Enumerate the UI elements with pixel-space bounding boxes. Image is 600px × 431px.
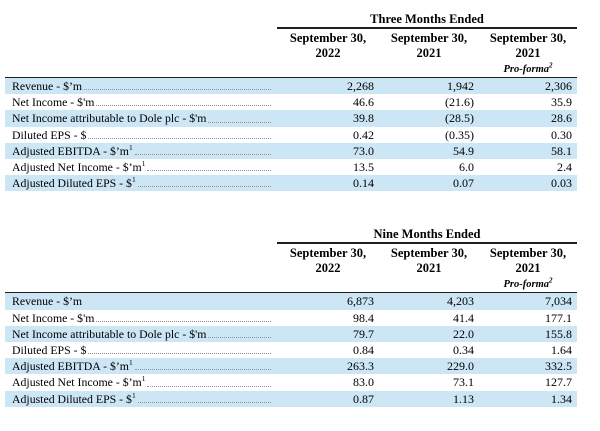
value-cell: 46.6 [353,95,374,110]
value-cell: 1.13 [453,391,474,406]
table-row [5,175,577,191]
column-header [379,28,479,78]
column-header-row [5,28,577,78]
financial-table [5,12,577,191]
row-label-text: Adjusted EBITDA - $’m [12,359,129,374]
period-title-row [5,227,577,243]
proforma-note [503,276,553,291]
value-cell: 6.0 [459,160,474,175]
row-label-text: Adjusted EBITDA - $’m [12,143,129,158]
dotted-leader [208,326,271,338]
row-label-cell [5,110,277,126]
row-label-wrap [12,159,277,175]
value-cell: 0.84 [353,343,374,358]
column-year-line: 2021 [416,46,442,60]
value-cell: 73.1 [453,375,474,390]
row-label-cell [5,159,277,175]
table-body [5,78,577,192]
value-cell: 0.14 [353,176,374,191]
column-header-row [5,243,577,293]
column-date-line: September 30, [489,246,567,261]
dotted-leader [138,175,271,187]
value-cell: 0.34 [453,343,474,358]
dotted-leader [88,342,271,354]
row-label [12,94,94,110]
row-label-text: Adjusted Diluted EPS - $ [12,391,132,406]
column-year-line: 2021 [515,46,541,60]
table-row [5,326,577,342]
row-label [12,342,86,358]
footnote-marker: 1 [141,159,146,169]
column-header [479,243,577,293]
row-label [12,358,133,374]
table-row [5,159,577,175]
table-row [5,78,577,95]
column-header [379,243,479,293]
proforma-note-text: Pro-forma [503,64,549,75]
table-row [5,293,577,310]
value-cell: 39.8 [353,111,374,126]
row-label [12,326,206,342]
row-label-text: Adjusted Net Income - $’m [12,375,142,390]
column-header [277,243,379,293]
value-cell: 41.4 [453,310,474,325]
row-label-cell [5,175,277,191]
dotted-leader [208,110,271,122]
row-label-cell [5,391,277,407]
proforma-note-text: Pro-forma [503,279,549,291]
value-cell: 2,268 [347,79,374,93]
footnote-marker: 2 [549,276,553,285]
value-cell: 1,942 [447,79,474,93]
value-cell: 0.03 [551,176,573,191]
table-row [5,374,577,390]
column-year-line: 2021 [515,261,541,276]
row-label-text: Net Income attributable to Dole plc - $'m [12,326,207,341]
dotted-leader [147,159,271,171]
table-row [5,127,577,143]
row-label-text: Net Income - $'m [12,95,95,110]
dotted-leader [96,310,271,322]
dotted-leader [138,391,271,403]
dotted-leader [147,374,271,386]
value-cell: 79.7 [353,326,374,341]
footnote-marker: 1 [131,175,136,185]
row-label [12,374,145,390]
value-cell: 22.0 [453,326,474,341]
label-column-header [5,243,277,293]
dotted-leader [135,143,271,155]
row-label-text: Adjusted Diluted EPS - $ [12,176,132,191]
value-cell: 2.4 [557,160,573,175]
row-label-wrap [12,143,277,159]
row-label [12,127,86,143]
value-cell: 0.42 [353,127,374,142]
column-date-line: September 30, [489,31,567,45]
value-cell: 73.0 [353,143,374,158]
column-year-line: 2022 [315,46,341,60]
table-row [5,342,577,358]
row-label-wrap [12,94,277,110]
period-title: Three Months Ended [277,12,577,28]
row-label-cell [5,94,277,110]
value-cell: 83.0 [353,375,374,390]
column-year-line: 2022 [315,261,341,276]
table-row [5,391,577,407]
value-cell: 4,203 [447,294,474,309]
value-cell: 1.34 [551,391,573,406]
value-cell: 54.9 [453,143,474,158]
value-cell: (21.6) [445,95,474,110]
footnote-marker: 1 [128,142,133,152]
row-label [12,391,136,407]
row-label-text: Net Income attributable to Dole plc - $'m [12,111,207,126]
value-cell: 28.6 [551,111,573,126]
row-label-cell [5,374,277,390]
column-header [479,28,577,78]
value-cell: 127.7 [545,375,573,390]
table-row [5,94,577,110]
row-label-wrap [12,374,277,390]
label-column-spacer [5,227,277,243]
table-row [5,358,577,374]
table-header [5,12,577,78]
column-date-line: September 30, [289,246,367,261]
financial-table [5,227,577,406]
row-label [12,175,136,191]
value-cell: 1.64 [551,343,573,358]
proforma-note [503,61,553,75]
column-year-line: 2021 [416,261,442,276]
table-row [5,110,577,126]
value-cell: 177.1 [545,310,573,325]
dotted-leader [88,127,271,139]
footnote-marker: 1 [141,374,146,384]
column-date-line: September 30, [390,31,468,45]
row-label-cell [5,127,277,143]
row-label-cell [5,78,277,95]
value-cell: 0.30 [551,127,573,142]
row-label-wrap [12,391,277,407]
value-cell: 263.3 [347,359,374,374]
column-date-line: September 30, [390,246,468,261]
value-cell: 0.87 [353,391,374,406]
value-cell: 2,306 [545,79,573,93]
three-months-table [5,12,600,191]
row-label-wrap [12,310,277,326]
value-cell: (0.35) [445,127,474,142]
row-label-cell [5,143,277,159]
value-cell: 7,034 [545,294,573,309]
value-cell: 0.07 [453,176,474,191]
value-cell: (28.5) [445,111,474,126]
row-label-text: Revenue - $’m [12,294,83,309]
row-label-cell [5,310,277,326]
period-title-row [5,12,577,28]
row-label [12,310,94,326]
label-column-header [5,28,277,78]
column-header [277,28,379,78]
row-label-wrap [12,358,277,374]
table-body [5,293,577,407]
table-row [5,143,577,159]
row-label [12,143,133,159]
value-cell: 35.9 [551,95,573,110]
value-cell: 58.1 [551,143,573,158]
value-cell: 332.5 [545,359,573,374]
column-date-line: September 30, [289,31,367,45]
row-label-wrap [12,78,277,94]
nine-months-table [5,227,600,406]
label-column-spacer [5,12,277,28]
row-label-text: Diluted EPS - $ [12,343,87,358]
row-label-wrap [12,175,277,191]
row-label-text: Adjusted Net Income - $’m [12,160,142,175]
row-label-cell [5,293,277,310]
row-label-cell [5,342,277,358]
footnote-marker: 2 [549,61,553,70]
table-header [5,227,577,293]
row-label-wrap [12,110,277,126]
row-label-wrap [12,326,277,342]
row-label [12,293,82,309]
dotted-leader [96,94,271,106]
row-label-wrap [12,127,277,143]
value-cell: 229.0 [447,359,474,374]
value-cell: 98.4 [353,310,374,325]
row-label [12,159,145,175]
value-cell: 6,873 [347,294,374,309]
row-label-wrap [12,293,277,309]
value-cell: 155.8 [545,326,573,341]
row-label-cell [5,326,277,342]
row-label-text: Revenue - $’m [12,79,83,93]
row-label [12,110,206,126]
dotted-leader [135,358,271,370]
period-title: Nine Months Ended [277,227,577,243]
footnote-marker: 1 [131,390,136,400]
row-label [12,78,82,94]
row-label-text: Net Income - $'m [12,310,95,325]
row-label-text: Diluted EPS - $ [12,127,87,142]
footnote-marker: 1 [128,358,133,368]
row-label-wrap [12,342,277,358]
value-cell: 13.5 [353,160,374,175]
row-label-cell [5,358,277,374]
table-row [5,310,577,326]
dotted-leader [84,78,271,90]
